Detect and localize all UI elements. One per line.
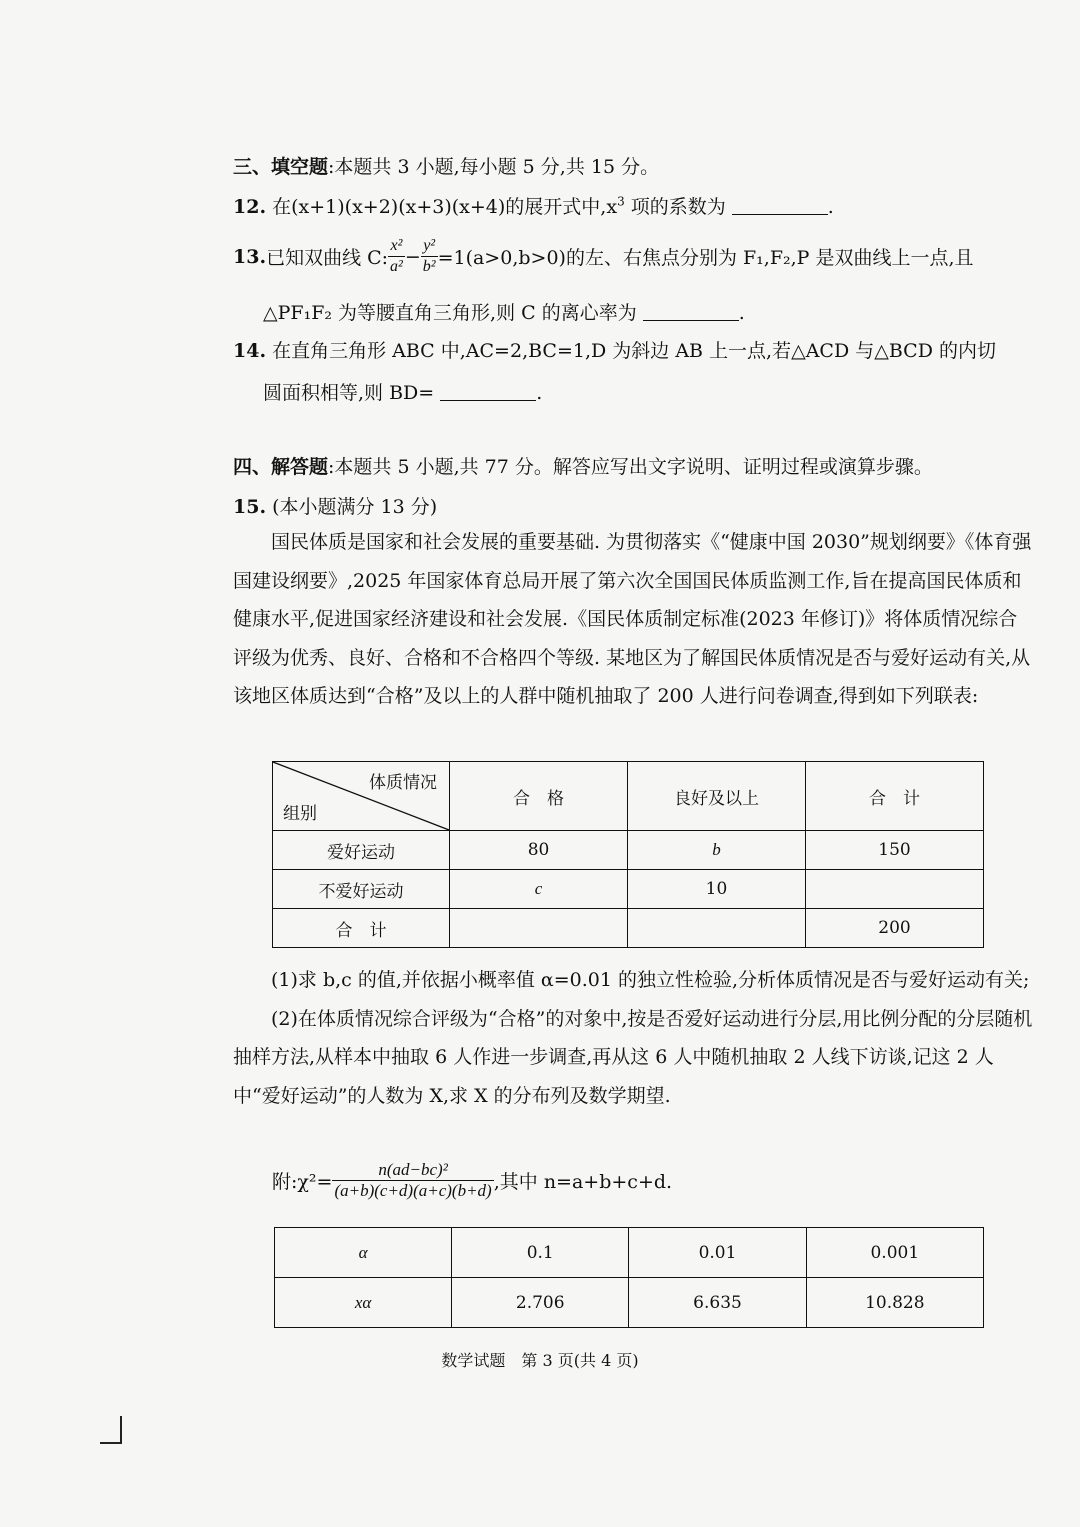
corner-bottom-label: 组别 [283,804,317,824]
table-cell: 200 [805,909,983,948]
q15-score: (本小题满分 13 分) [272,496,438,518]
q14-line1: 在直角三角形 ABC 中,AC=2,BC=1,D 为斜边 AB 上一点,若△ACD 与△BCD 的内切 [272,340,996,362]
q14-line2 [263,378,542,405]
table-row [273,831,984,870]
q13-minus: − [404,245,421,268]
formula-suffix: ,其中 n=a+b+c+d. [493,1171,673,1193]
table-cell: 150 [805,831,983,870]
q13-line2-text: △PF₁F₂ 为等腰直角三角形,则 C 的离心率为 [263,302,637,324]
table-cell: 爱好运动 [273,831,450,870]
table-cell: 10 [628,870,806,909]
formula-numerator: n(ad−bc)² [332,1160,493,1181]
table-cell: 0.1 [452,1228,629,1278]
q13-text1: 已知双曲线 C: [266,247,389,269]
section4-desc: :本题共 5 小题,共 77 分。解答应写出文字说明、证明过程或演算步骤。 [328,456,933,478]
q15-number: 15. [233,496,267,518]
table-cell [628,909,806,948]
table-cell: b [628,831,806,870]
corner-top-label: 体质情况 [369,773,437,793]
table-corner-cell [273,762,450,831]
q14-line2-text: 圆面积相等,则 BD= [263,382,435,404]
q13-frac-x-den: a² [390,258,403,275]
table-row [273,909,984,948]
table-cell [805,870,983,909]
section3-desc: :本题共 3 小题,每小题 5 分,共 15 分。 [328,156,660,178]
question-14 [233,336,996,363]
table-cell: 2.706 [452,1278,629,1328]
table-row [275,1228,984,1278]
q13-end: . [738,302,745,324]
question-13 [233,236,974,277]
table-cell: 80 [450,831,628,870]
section3-title: 三、填空题 [233,156,329,178]
q13-line2 [263,298,745,325]
section4-heading [233,452,933,479]
q13-frac-x-num: x² [388,236,405,257]
contingency-table [272,761,984,948]
table-header: 合 格 [450,762,628,831]
table-cell: 0.01 [629,1228,806,1278]
table-row [275,1278,984,1328]
table-cell: 不爱好运动 [273,870,450,909]
formula-prefix: 附:χ²= [272,1171,333,1193]
q12-number: 12. [233,196,267,218]
table-header: 良好及以上 [628,762,806,831]
q13-text2: =1(a>0,b>0)的左、右焦点分别为 F₁,F₂,P 是双曲线上一点,且 [437,247,974,269]
q15-parts [233,961,1033,1115]
q13-frac-y [421,236,438,277]
table-row [273,870,984,909]
crop-mark [100,1416,122,1444]
q13-answer-blank[interactable] [643,302,739,321]
question-15 [233,492,437,519]
q12-text-after: 项的系数为 [624,196,726,218]
q15-part2: (2)在体质情况综合评级为“合格”的对象中,按是否爱好运动进行分层,用比例分配的分层随机抽样方法,从样本中抽取 6 人作进一步调查,再从这 6 人中随机抽取 2 人线下访谈,记这 2 人中“爱好运动”的人数为 X,求 X 的分布列及数学期望. [233,1007,1033,1107]
q12-answer-blank[interactable] [732,196,828,215]
formula-denominator: (a+b)(c+d)(a+c)(b+d) [334,1181,492,1200]
section3-heading [233,152,659,179]
critical-value-table [274,1227,984,1328]
table-cell: xα [275,1278,452,1328]
q14-number: 14. [233,340,267,362]
table-cell: c [450,870,628,909]
table-cell: 0.001 [806,1228,983,1278]
section4-title: 四、解答题 [233,456,329,478]
table-header: 合 计 [805,762,983,831]
page-footer: 数学试题 第 3 页(共 4 页) [441,1351,639,1370]
table-cell: 6.635 [629,1278,806,1328]
q15-part1: (1)求 b,c 的值,并依据小概率值 α=0.01 的独立性检验,分析体质情况是否与爱好运动有关; [271,969,1030,991]
q12-end: . [827,196,834,218]
q15-paragraph [233,523,1033,716]
q13-frac-x [388,236,405,277]
formula-fraction [332,1160,493,1201]
question-12 [233,192,834,219]
q14-end: . [536,382,543,404]
q15-paragraph-text: 国民体质是国家和社会发展的重要基础. 为贯彻落实《“健康中国 2030”规划纲要》《体育强国建设纲要》,2025 年国家体育总局开展了第六次全国国民体质监测工作,旨在提高国民体质和健康水平,促进国家经济建设和社会发展.《国民体质制定标准(2023 年修订)》将体质情况综合评级为优秀、良好、合格和不合格四个等级. 某地区为了解国民体质情况是否与爱好运动有关,从该地区体质达到“合格”及以上的人群中随机抽取了 200 人进行问卷调查,得到如下列联表: [233,531,1032,708]
q14-answer-blank[interactable] [440,382,536,401]
q13-frac-y-num: y² [421,236,438,257]
formula-chi-square [272,1160,672,1201]
table-cell: 10.828 [806,1278,983,1328]
q12-text: 在(x+1)(x+2)(x+3)(x+4)的展开式中,x [272,196,618,218]
table-cell [450,909,628,948]
q12-exponent: 3 [617,194,625,209]
q13-number: 13. [233,245,267,268]
q13-frac-y-den: b² [422,258,436,275]
table-cell: 合 计 [273,909,450,948]
table-cell: α [275,1228,452,1278]
